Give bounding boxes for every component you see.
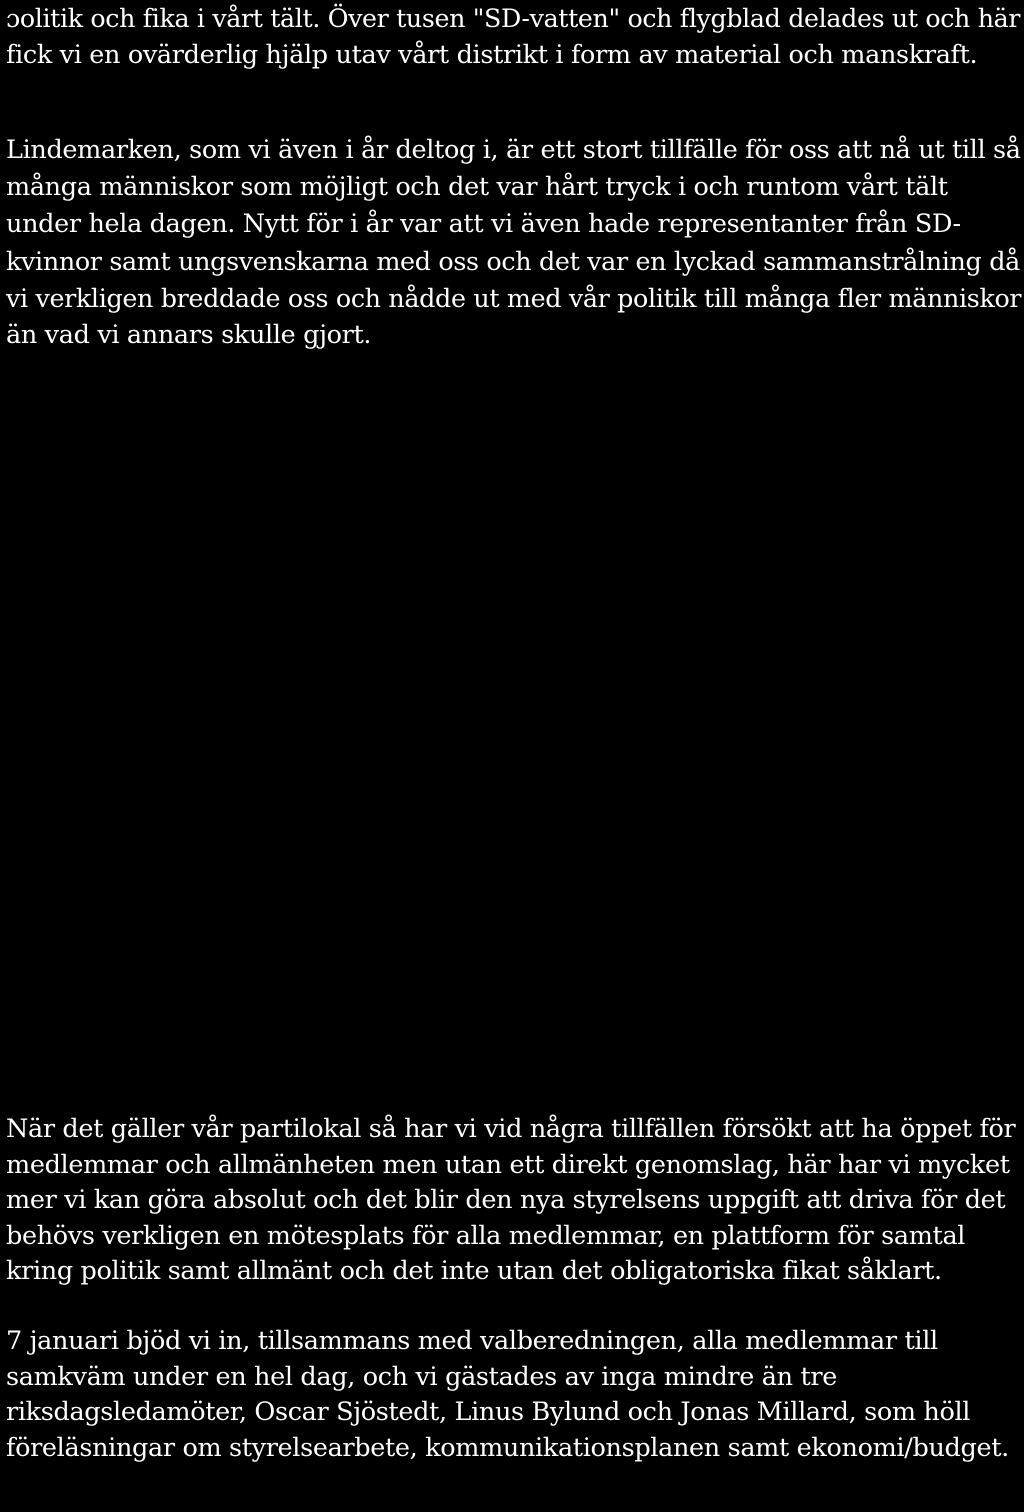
text-line: kvinnor samt ungsvenskarna med oss och det var en lyckad sammanstrålning då	[6, 246, 1020, 276]
paragraph-lindemarken	[6, 135, 1022, 360]
text-line: 7 januari bjöd vi in, tillsammans med valberedningen, alla medlemmar till	[6, 1326, 938, 1356]
paragraph-samkvam	[6, 1326, 1021, 1471]
text-line: fick vi en ovärderlig hjälp utav vårt distrikt i form av material och manskraft.	[6, 40, 978, 70]
text-line: många människor som möjligt och det var hårt tryck i och runtom vårt tält	[6, 172, 948, 202]
text-line: än vad vi annars skulle gjort.	[6, 320, 372, 350]
text-line: ɔolitik och fika i vårt tält. Över tusen "SD-vatten" och flygblad delades ut och här	[6, 4, 1021, 33]
paragraph-tent-and-flyers	[6, 6, 1021, 80]
text-line: under hela dagen. Nytt för i år var att vi även hade representanter från SD-	[6, 209, 961, 239]
text-line: kring politik samt allmänt och det inte utan det obligatoriska fikat såklart.	[6, 1256, 942, 1286]
text-line: Lindemarken, som vi även i år deltog i, är ett stort tillfälle för oss att nå ut till så	[6, 135, 1021, 165]
text-line: föreläsningar om styrelsearbete, kommunikationsplanen samt ekonomi/budget.	[6, 1432, 1009, 1463]
paragraph-partilokal	[6, 1114, 1021, 1295]
text-line: När det gäller vår partilokal så har vi vid några tillfällen försökt att ha öppet för	[6, 1114, 1016, 1144]
text-line: mer vi kan göra absolut och det blir den nya styrelsens uppgift att driva för det	[6, 1185, 1006, 1215]
text-line: vi verkligen breddade oss och nådde ut med vår politik till många fler människor	[6, 283, 1022, 313]
text-line: samkväm under en hel dag, och vi gästades av inga mindre än tre	[6, 1361, 837, 1392]
text-line: behövs verkligen en mötesplats för alla medlemmar, en plattform för samtal	[6, 1220, 966, 1251]
text-line: riksdagsledamöter, Oscar Sjöstedt, Linus Bylund och Jonas Millard, som höll	[6, 1397, 971, 1427]
text-line: medlemmar och allmänheten men utan ett direkt genomslag, här har vi mycket	[6, 1149, 1010, 1180]
